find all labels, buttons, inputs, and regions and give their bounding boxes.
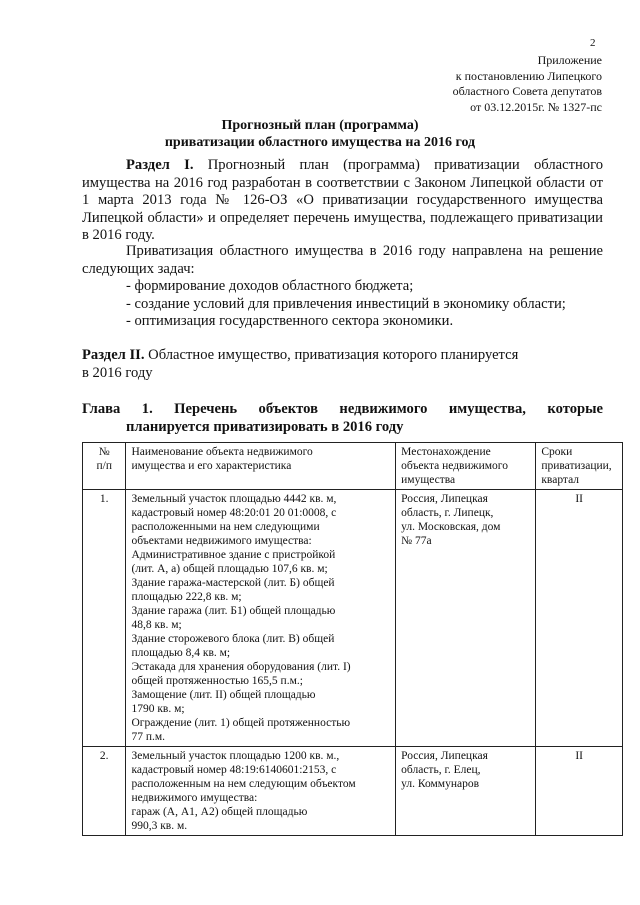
object-location: Россия, Липецкая область, г. Липецк, ул. Московская, дом № 77а — [396, 490, 536, 747]
purpose-item: - формирование доходов областного бюджета; — [126, 278, 414, 294]
row-number: 2. — [83, 747, 126, 836]
object-description: Земельный участок площадью 1200 кв. м., кадастровый номер 48:19:6140601:2153, с расположенным на нем следующим объектом недвижимого имущества: гараж (А, А1, А2) общей площадью 990,3 кв. м. — [126, 747, 396, 836]
table-row — [83, 747, 623, 836]
chapter-1-heading — [82, 401, 603, 436]
purpose-item: - оптимизация государственного сектора экономики. — [126, 313, 454, 329]
section-2-text-continued: в 2016 году — [82, 364, 153, 381]
header-location: Местонахождение объекта недвижимого имущества — [396, 443, 536, 490]
page-number: 2 — [590, 37, 596, 49]
section-1-text: Прогнозный план (программа) приватизации областного имущества на 2016 год разработан в соответствии с Законом Липецкой области от 1 марта 2013 года № 126-ОЗ «О приватизации государственного имущества Липецкой области» и определяет перечень имущества, подлежащего приватизации в 2016 году. — [82, 157, 604, 243]
table-header-row — [83, 443, 623, 490]
row-number: 1. — [83, 490, 126, 747]
appendix-line: Приложение — [537, 53, 602, 67]
purpose-intro: Приватизация областного имущества в 2016 году направлена на решение следующих задач: — [82, 243, 603, 277]
chapter-1-line: Глава 1. Перечень объектов недвижимого имущества, которые — [82, 401, 603, 417]
privatization-quarter: II — [536, 747, 623, 836]
section-2-heading: Раздел II. — [82, 347, 145, 363]
appendix-line: областного Совета депутатов — [452, 84, 602, 98]
section-1-heading: Раздел I. — [126, 157, 194, 173]
section-2-text: Областное имущество, приватизация которого планируется — [144, 347, 519, 363]
header-name: Наименование объекта недвижимого имущества и его характеристика — [126, 443, 396, 490]
header-period: Сроки приватизации, квартал — [536, 443, 623, 490]
header-num: № п/п — [83, 443, 126, 490]
privatization-purpose — [82, 243, 603, 331]
document-title — [0, 117, 640, 151]
title-line: Прогнозный план (программа) — [221, 118, 419, 133]
appendix-header — [382, 53, 602, 115]
real-estate-objects-table — [82, 442, 623, 836]
title-line: приватизации областного имущества на 2016 год — [164, 135, 476, 150]
object-description: Земельный участок площадью 4442 кв. м, кадастровый номер 48:20:01 20 01:0008, с расположенными на нем следующими объектами недвижимого имущества: Административное здание с пристройкой (лит. А, а) общей площадью 107,6 кв. м; Здание гаража-мастерской (лит. Б) общей площадью 222,8 кв. м; Здание гаража (лит. Б1) общей площадью 48,8 кв. м; Здание сторожевого блока (лит. В) общей площадью 8,4 кв. м; Эстакада для хранения оборудования (лит. I) общей протяженностью 165,5 п.м.; Замощение (лит. II) общей площадью 1790 кв. м; Ограждение (лит. 1) общей протяженностью 77 п.м. — [126, 490, 396, 747]
section-2-paragraph — [82, 347, 603, 382]
appendix-line: к постановлению Липецкого — [455, 68, 602, 83]
privatization-quarter: II — [536, 490, 623, 747]
object-location: Россия, Липецкая область, г. Елец, ул. Коммунаров — [396, 747, 536, 836]
purpose-item: - создание условий для привлечения инвестиций в экономику области; — [126, 295, 566, 312]
appendix-line: от 03.12.2015г. № 1327-пс — [470, 99, 602, 114]
table-row — [83, 490, 623, 747]
section-1-paragraph — [82, 157, 603, 245]
chapter-1-line: планируется приватизировать в 2016 году — [126, 418, 404, 435]
